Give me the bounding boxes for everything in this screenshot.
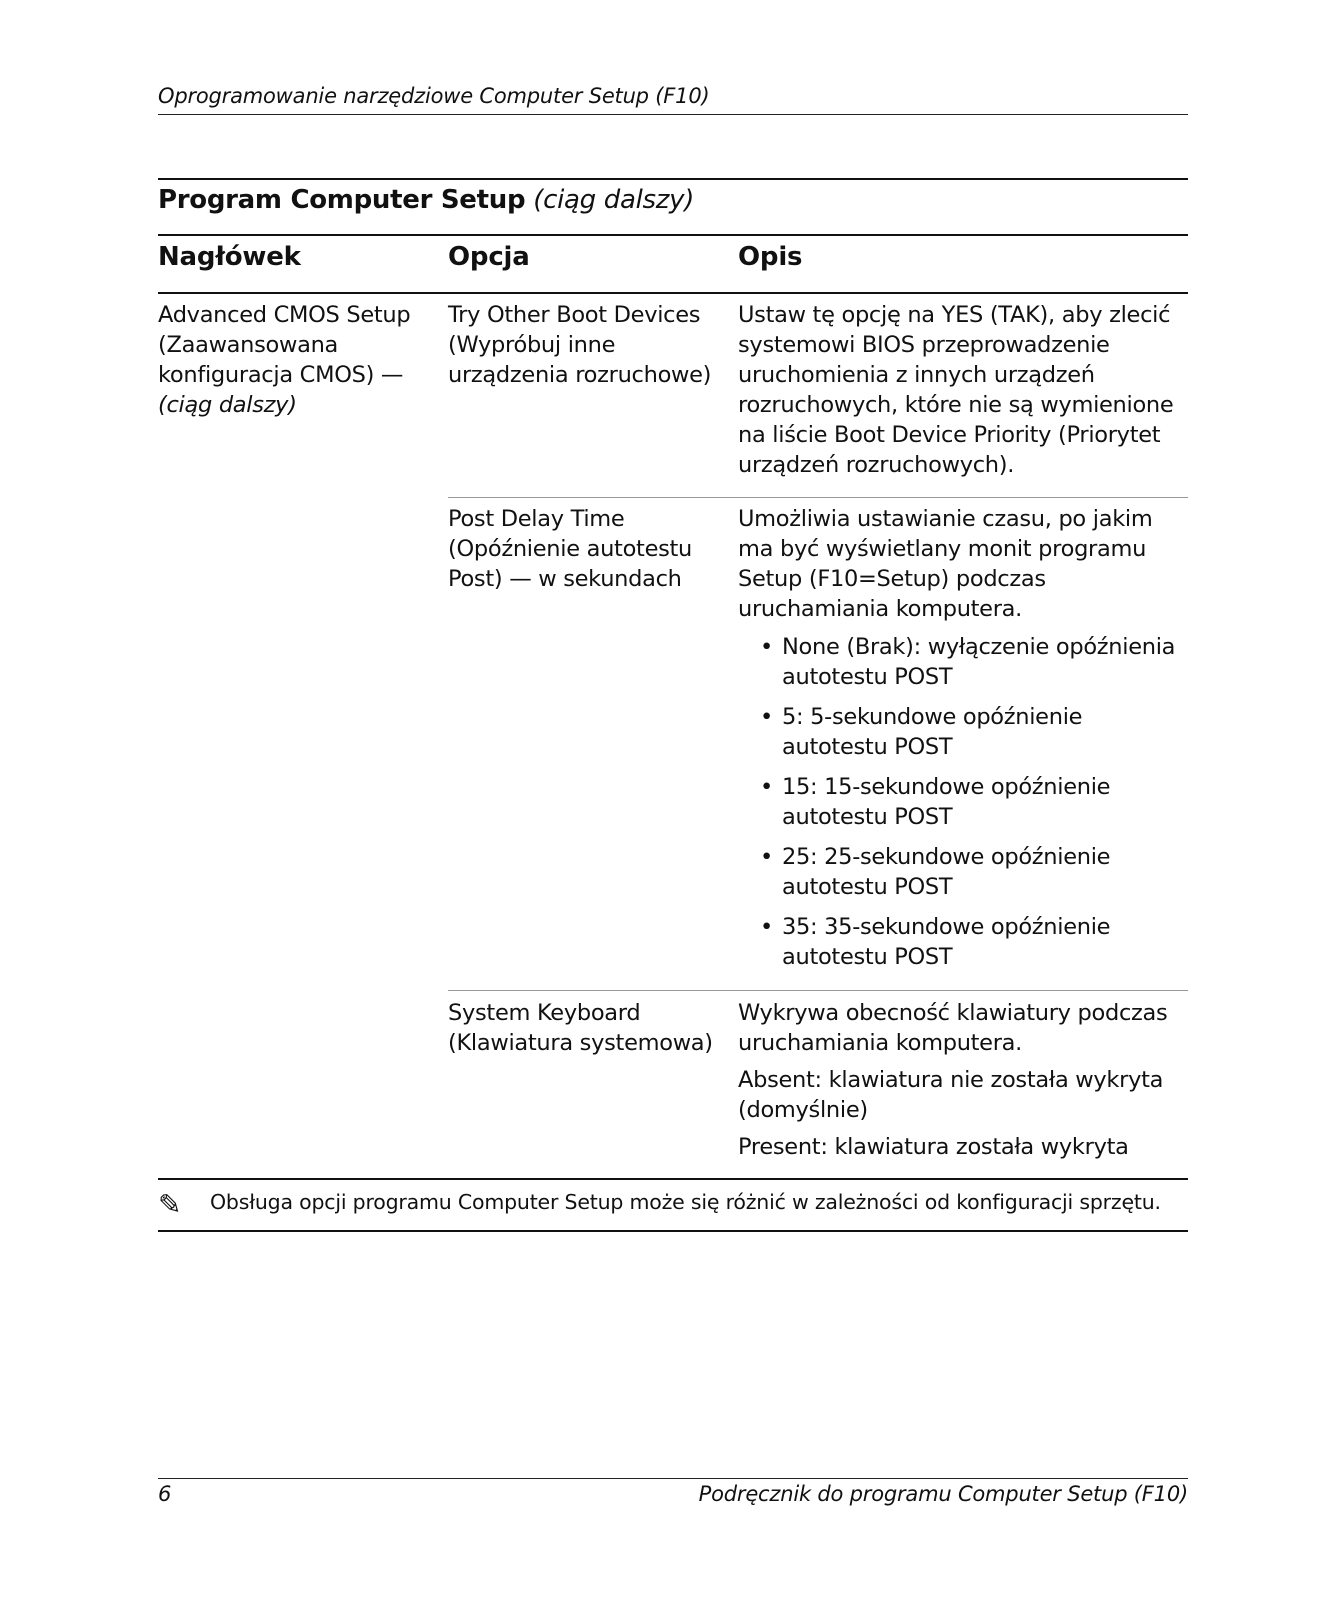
table-title-main: Program Computer Setup — [158, 185, 526, 215]
note-bottom-rule — [158, 1230, 1188, 1232]
note-text: Obsługa opcji programu Computer Setup może się różnić w zależności od konfiguracji sprzętu. — [210, 1190, 1161, 1214]
header-rule — [158, 114, 1188, 115]
list-item: • 15: 15-sekundowe opóźnienie autotestu POST — [760, 774, 1111, 830]
description-system-keyboard — [738, 998, 1188, 1169]
keyboard-present-paragraph: Present: klawiatura została wykryta — [738, 1134, 1129, 1160]
heading-cell — [158, 300, 428, 420]
heading-cell-continued: (ciąg dalszy) — [158, 392, 297, 418]
option-system-keyboard: System Keyboard (Klawiatura systemowa) — [448, 1000, 713, 1056]
list-item: • 5: 5-sekundowe opóźnienie autotestu POST — [760, 704, 1083, 760]
table-title — [158, 185, 694, 215]
row-divider — [448, 990, 1188, 991]
running-header: Oprogramowanie narzędziowe Computer Setup (F10) — [158, 84, 710, 108]
description-post-delay-text: Umożliwia ustawianie czasu, po jakim ma być wyświetlany monit programu Setup (F10=Setup) podczas uruchamiania komputera. — [738, 506, 1153, 622]
header-row-rule — [158, 292, 1188, 294]
document-page — [158, 0, 1188, 1600]
post-delay-options-list — [738, 632, 1188, 972]
list-item: • 25: 25-sekundowe opóźnienie autotestu POST — [760, 844, 1111, 900]
table-top-rule — [158, 178, 1188, 180]
footer-rule — [158, 1478, 1188, 1479]
column-header-naglowek: Nagłówek — [158, 242, 301, 272]
description-post-delay-time — [738, 504, 1188, 982]
keyboard-absent-paragraph: Absent: klawiatura nie została wykryta (domyślnie) — [738, 1067, 1164, 1123]
title-rule — [158, 234, 1188, 236]
option-try-other-boot-devices: Try Other Boot Devices (Wypróbuj inne urządzenia rozruchowe) — [448, 302, 712, 388]
list-item: • None (Brak): wyłączenie opóźnienia autotestu POST — [760, 634, 1176, 690]
column-header-opcja: Opcja — [448, 242, 530, 272]
description-try-other-boot-devices: Ustaw tę opcję na YES (TAK), aby zlecić systemowi BIOS przeprowadzenie uruchomienia z innych urządzeń rozruchowych, które nie są wymienione na liście Boot Device Priority (Priorytet urządzeń rozruchowych). — [738, 302, 1174, 478]
heading-cell-text: Advanced CMOS Setup (Zaawansowana konfiguracja CMOS) — — [158, 302, 411, 388]
pencil-icon: ✎ — [158, 1188, 182, 1221]
row-divider — [448, 497, 1188, 498]
keyboard-description-paragraph: Wykrywa obecność klawiatury podczas uruchamiania komputera. — [738, 1000, 1168, 1056]
list-item: • 35: 35-sekundowe opóźnienie autotestu POST — [760, 914, 1111, 970]
table-title-continued: (ciąg dalszy) — [533, 185, 695, 215]
footer-title: Podręcznik do programu Computer Setup (F10) — [698, 1482, 1188, 1506]
column-header-opis: Opis — [738, 242, 803, 272]
note-top-rule — [158, 1178, 1188, 1180]
option-post-delay-time: Post Delay Time (Opóźnienie autotestu Post) — w sekundach — [448, 506, 693, 592]
page-number: 6 — [158, 1482, 172, 1506]
